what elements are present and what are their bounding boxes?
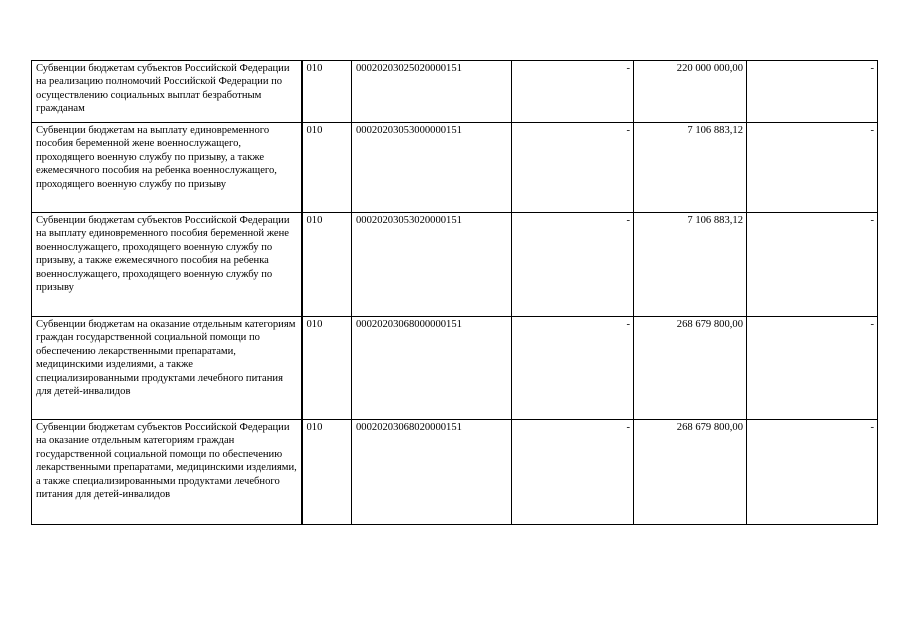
row-name-cell: Субвенции бюджетам субъектов Российской Федерации на реализацию полномочий Российской Федерации по осуществлению социальных выплат безработным гражданам: [32, 61, 302, 123]
row-kbk-cell: 00020203068000000151: [352, 317, 512, 420]
row-rest-cell: -: [747, 213, 878, 317]
row-kbk-cell: 00020203068020000151: [352, 420, 512, 525]
row-exec-cell: 220 000 000,00: [634, 61, 747, 123]
row-code-cell: 010: [302, 317, 352, 420]
row-plan-cell: -: [512, 61, 634, 123]
row-code-cell: 010: [302, 61, 352, 123]
table-row: [32, 213, 878, 317]
row-kbk-cell: 00020203053020000151: [352, 213, 512, 317]
row-name-cell: Субвенции бюджетам субъектов Российской Федерации на оказание отдельным категориям граждан государственной социальной помощи по обеспечению лекарственными препаратами, медицинскими изделиями, а также специализированными продуктами лечебного питания для детей-инвалидов: [32, 420, 302, 525]
row-rest-cell: -: [747, 123, 878, 213]
budget-table: [31, 60, 878, 525]
row-plan-cell: -: [512, 123, 634, 213]
table-row: [32, 61, 878, 123]
table-row: [32, 123, 878, 213]
row-exec-cell: 7 106 883,12: [634, 213, 747, 317]
row-code-cell: 010: [302, 213, 352, 317]
row-code-cell: 010: [302, 420, 352, 525]
row-code-cell: 010: [302, 123, 352, 213]
row-name-cell: Субвенции бюджетам на выплату единовременного пособия беременной жене военнослужащего, проходящего военную службу по призыву, а также ежемесячного пособия на ребенка военнослужащего, проходящего военную службу по призыву: [32, 123, 302, 213]
row-plan-cell: -: [512, 317, 634, 420]
row-rest-cell: -: [747, 420, 878, 525]
row-plan-cell: -: [512, 213, 634, 317]
row-rest-cell: -: [747, 317, 878, 420]
table-row: [32, 420, 878, 525]
row-rest-cell: -: [747, 61, 878, 123]
row-name-cell: Субвенции бюджетам субъектов Российской Федерации на выплату единовременного пособия беременной жене военнослужащего, проходящего военную службу по призыву, а также ежемесячного пособия на ребенка военнослужащего, проходящего военную службу по призыву: [32, 213, 302, 317]
table-row: [32, 317, 878, 420]
row-exec-cell: 268 679 800,00: [634, 317, 747, 420]
row-kbk-cell: 00020203053000000151: [352, 123, 512, 213]
row-exec-cell: 268 679 800,00: [634, 420, 747, 525]
row-exec-cell: 7 106 883,12: [634, 123, 747, 213]
row-kbk-cell: 00020203025020000151: [352, 61, 512, 123]
row-plan-cell: -: [512, 420, 634, 525]
row-name-cell: Субвенции бюджетам на оказание отдельным категориям граждан государственной социальной помощи по обеспечению лекарственными препаратами, медицинскими изделиями, а также специализированными продуктами лечебного питания для детей-инвалидов: [32, 317, 302, 420]
